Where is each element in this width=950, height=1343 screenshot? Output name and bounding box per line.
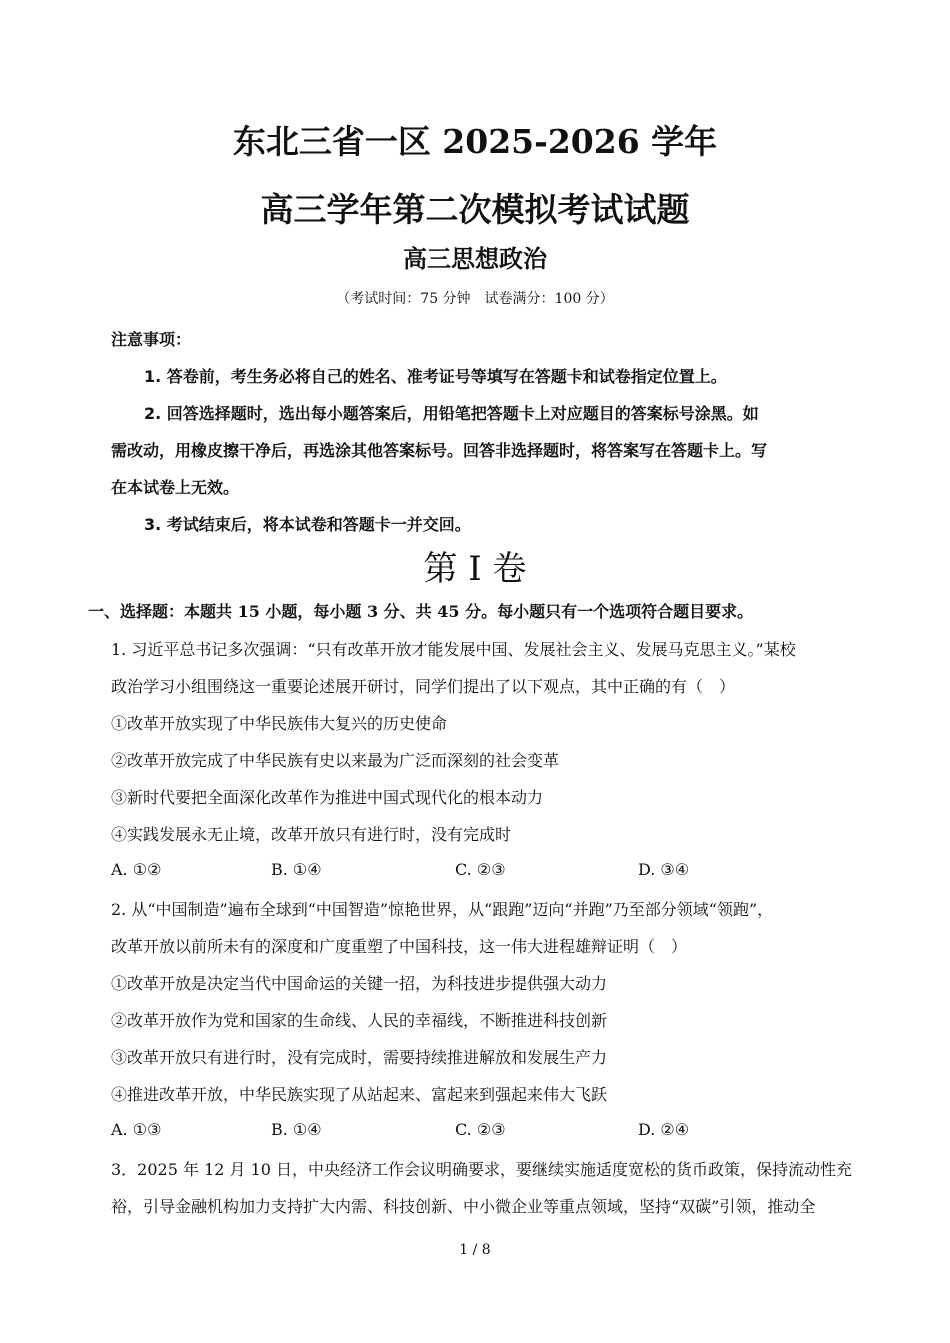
- exam-title-line2: 高三学年第二次模拟考试试题: [260, 190, 690, 229]
- q1-option-a: A. ①②: [111, 860, 162, 879]
- section-title: 一、选择题：本题共 15 小题，每小题 3 分、共 45 分。每小题只有一个选项符合题目要求。: [88, 602, 754, 621]
- q2-option-a: A. ①③: [111, 1120, 162, 1139]
- q2-option-b: B. ①④: [271, 1120, 322, 1139]
- notice-heading: 注意事项：: [111, 330, 192, 349]
- q1-stem-line2: 政治学习小组围绕这一重要论述展开研讨，同学们提出了以下观点，其中正确的有（ ）: [111, 677, 736, 696]
- q2-option-c: C. ②③: [455, 1120, 506, 1139]
- q1-option-b: B. ①④: [271, 860, 322, 879]
- notice-item-1: 1. 答卷前，考生务必将自己的姓名、准考证号等填写在答题卡和试卷指定位置上。: [144, 367, 727, 386]
- q3-stem-line2: 裕，引导金融机构加力支持扩大内需、科技创新、中小微企业等重点领域，坚持“双碳”引领，推动全: [111, 1197, 816, 1216]
- q1-statement-3: ③新时代要把全面深化改革作为推进中国式现代化的根本动力: [111, 788, 544, 807]
- q2-statement-4: ④推进改革开放，中华民族实现了从站起来、富起来到强起来伟大飞跃: [111, 1085, 608, 1104]
- q2-stem-line2: 改革开放以前所未有的深度和广度重塑了中国科技，这一伟大进程雄辩证明（ ）: [111, 937, 688, 956]
- notice-item-2-line1: 2. 回答选择题时，选出每小题答案后，用铅笔把答题卡上对应题目的答案标号涂黑。如: [144, 404, 759, 423]
- q1-statement-2: ②改革开放完成了中华民族有史以来最为广泛而深刻的社会变革: [111, 751, 560, 770]
- page-number: 1 / 8: [459, 1242, 491, 1258]
- q2-option-d: D. ②④: [638, 1120, 690, 1139]
- subject-title: 高三思想政治: [403, 245, 547, 273]
- q2-stem-line1: 2. 从“中国制造”遍布全球到“中国智造”惊艳世界，从“跟跑”迈向“并跑”乃至部分领域“领跑”，: [111, 900, 774, 919]
- volume-title: 第 I 卷: [423, 549, 527, 589]
- q1-option-d: D. ③④: [638, 860, 690, 879]
- q2-statement-3: ③改革开放只有进行时，没有完成时，需要持续推进解放和发展生产力: [111, 1048, 608, 1067]
- q2-statement-2: ②改革开放作为党和国家的生命线、人民的幸福线，不断推进科技创新: [111, 1011, 608, 1030]
- q3-stem-line1: 3．2025 年 12 月 10 日，中央经济工作会议明确要求，要继续实施适度宽松的货币政策，保持流动性充: [111, 1160, 853, 1179]
- q2-statement-1: ①改革开放是决定当代中国命运的关键一招，为科技进步提供强大动力: [111, 974, 608, 993]
- notice-item-3: 3. 考试结束后，将本试卷和答题卡一并交回。: [144, 515, 471, 534]
- notice-item-2-line2: 需改动，用橡皮擦干净后，再选涂其他答案标号。回答非选择题时，将答案写在答题卡上。写: [111, 441, 768, 460]
- q1-stem-line1: 1. 习近平总书记多次强调：“只有改革开放才能发展中国、发展社会主义、发展马克思主义。”某校: [111, 640, 796, 659]
- q1-statement-1: ①改革开放实现了中华民族伟大复兴的历史使命: [111, 714, 448, 733]
- exam-info: （考试时间：75 分钟 试卷满分：100 分）: [336, 291, 614, 307]
- q1-statement-4: ④实践发展永无止境，改革开放只有进行时，没有完成时: [111, 825, 512, 844]
- notice-item-2-line3: 在本试卷上无效。: [111, 478, 240, 497]
- exam-title-line1: 东北三省一区 2025-2026 学年: [232, 122, 718, 161]
- q1-option-c: C. ②③: [455, 860, 506, 879]
